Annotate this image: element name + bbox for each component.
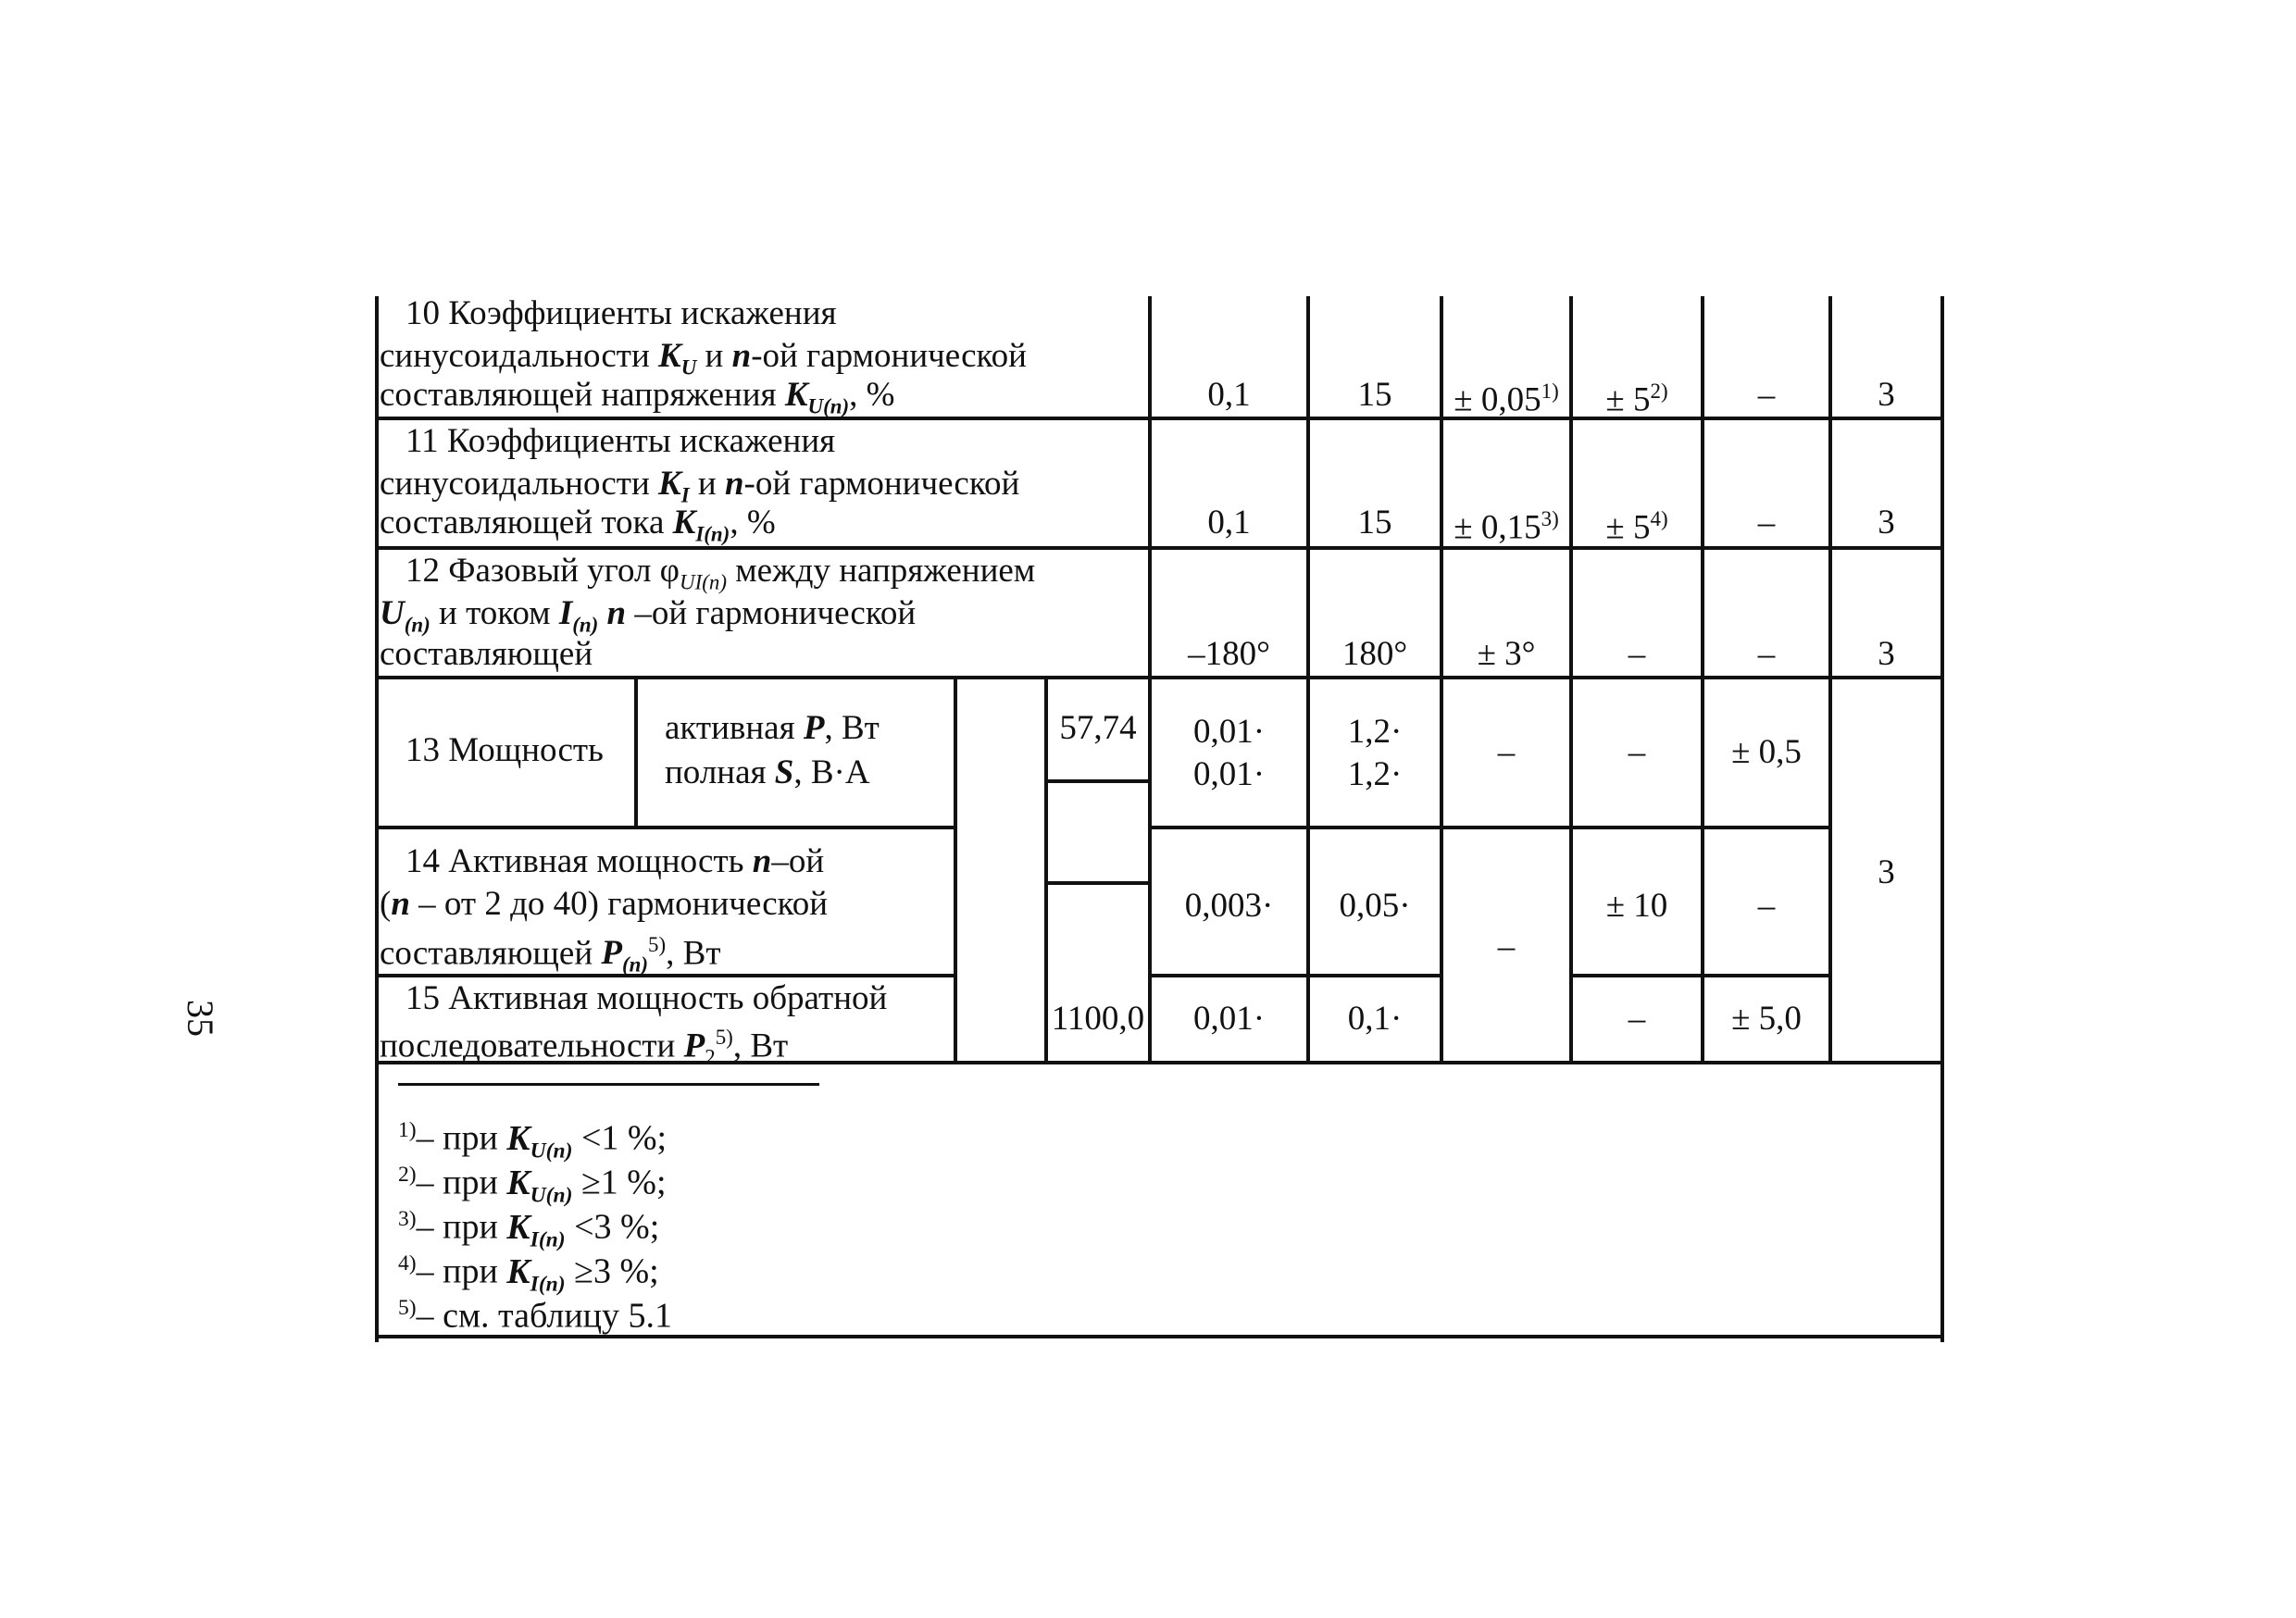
row11-min: 0,1 [1207, 504, 1251, 541]
row15-line2: последовательности $P_2^{5)}$, Вт [380, 1026, 789, 1069]
row15-line1: 15 Активная мощность обратной [406, 979, 888, 1017]
row15-max: 0,1· [1347, 1000, 1403, 1038]
row10-err-rel: ± $5^{2)}$ [1605, 380, 1668, 419]
row10-max: 15 [1357, 376, 1392, 414]
row10-err-abs: ± $0,05^{1)}$ [1454, 380, 1559, 419]
row12-err-rel: – [1628, 635, 1646, 673]
footnote-5: $^{5)}$– см. таблицу 5.1 [398, 1296, 672, 1336]
row15-err-rel: – [1628, 1000, 1646, 1038]
row14-line1: 14 Активная мощность n–ой [406, 842, 825, 880]
footnote-4: $^{4)}$– при $K_{I(n)} \ge 3$ %; [398, 1251, 659, 1297]
row10-line3: составляющей напряжения $K_{U(n)}$, % [380, 376, 895, 418]
row10-min: 0,1 [1207, 376, 1251, 414]
row12-line2: $U_{(n)}$ и током $I_{(n)}$ n –ой гармонической [380, 594, 917, 637]
row15-err-red: ± 5,0 [1731, 1000, 1802, 1038]
row12-class: 3 [1878, 635, 1895, 673]
row10-class: 3 [1878, 376, 1895, 414]
row13-max-s: 1,2· [1347, 755, 1403, 793]
row13-active-power: активная P, Вт [665, 709, 880, 747]
row11-line3: составляющей тока $K_{I(n)}$, % [380, 504, 776, 546]
rows14-15-err-abs: – [1497, 927, 1516, 965]
footnote-1: $^{1)}$– при $K_{U(n)} <1$ %; [398, 1118, 668, 1164]
row10-line1: 10 Коэффициенты искажения [406, 294, 837, 332]
row13-err-red: ± 0,5 [1731, 733, 1802, 771]
row14-max: 0,05· [1339, 887, 1411, 925]
row11-max: 15 [1357, 504, 1392, 541]
row13-err-abs: – [1497, 733, 1516, 771]
row11-line1: 11 Коэффициенты искажения [406, 422, 836, 460]
row14-line2: (n – от 2 до 40) гармонической [380, 885, 829, 923]
row15-nominal-value: 1100,0 [1051, 1000, 1145, 1038]
row12-err-red: – [1757, 635, 1776, 673]
footnote-3: $^{3)}$– при $K_{I(n)} <3$ %; [398, 1207, 660, 1252]
row13-min-s: 0,01· [1192, 755, 1266, 793]
footnote-2: $^{2)}$– при $K_{U(n)} \ge 1$ %; [398, 1163, 667, 1208]
row10-line2: синусоидальности $K_U$ и n-ой гармонической [380, 337, 1027, 380]
page-number: 35 [180, 1000, 221, 1037]
row11-err-rel: ± $5^{4)}$ [1605, 507, 1668, 547]
row11-class: 3 [1878, 504, 1895, 541]
row10-err-red: – [1757, 376, 1776, 414]
row14-min: 0,003· [1184, 887, 1274, 925]
row13-max-p: 1,2· [1347, 713, 1403, 751]
row13-err-rel: – [1628, 733, 1646, 771]
row11-line2: синусоидальности $K_I$ и n-ой гармонической [380, 465, 1020, 507]
row12-err-abs: ± 3° [1477, 635, 1536, 673]
row12-max: 180° [1341, 635, 1408, 673]
rows13-15-class: 3 [1878, 853, 1895, 891]
row12-line3: составляющей [380, 635, 593, 673]
row12-line1: 12 Фазовый угол $\varphi_{UI(n)}$ между напряжением [406, 552, 1036, 594]
row13-apparent-power: полная S, В·А [665, 753, 870, 791]
row11-err-abs: ± $0,15^{3)}$ [1454, 507, 1559, 547]
row13-min-p: 0,01· [1192, 713, 1266, 751]
row13-nominal-value: 57,74 [1059, 709, 1137, 747]
row14-err-red: – [1757, 887, 1776, 925]
row14-line3: составляющей $P_{(n)}^{5)}$, Вт [380, 933, 721, 977]
row12-min: –180° [1188, 635, 1270, 673]
row11-err-red: – [1757, 504, 1776, 541]
row14-err-rel: ± 10 [1605, 887, 1668, 925]
row15-min: 0,01· [1192, 1000, 1266, 1038]
row13-name: 13 Мощность [406, 731, 604, 769]
